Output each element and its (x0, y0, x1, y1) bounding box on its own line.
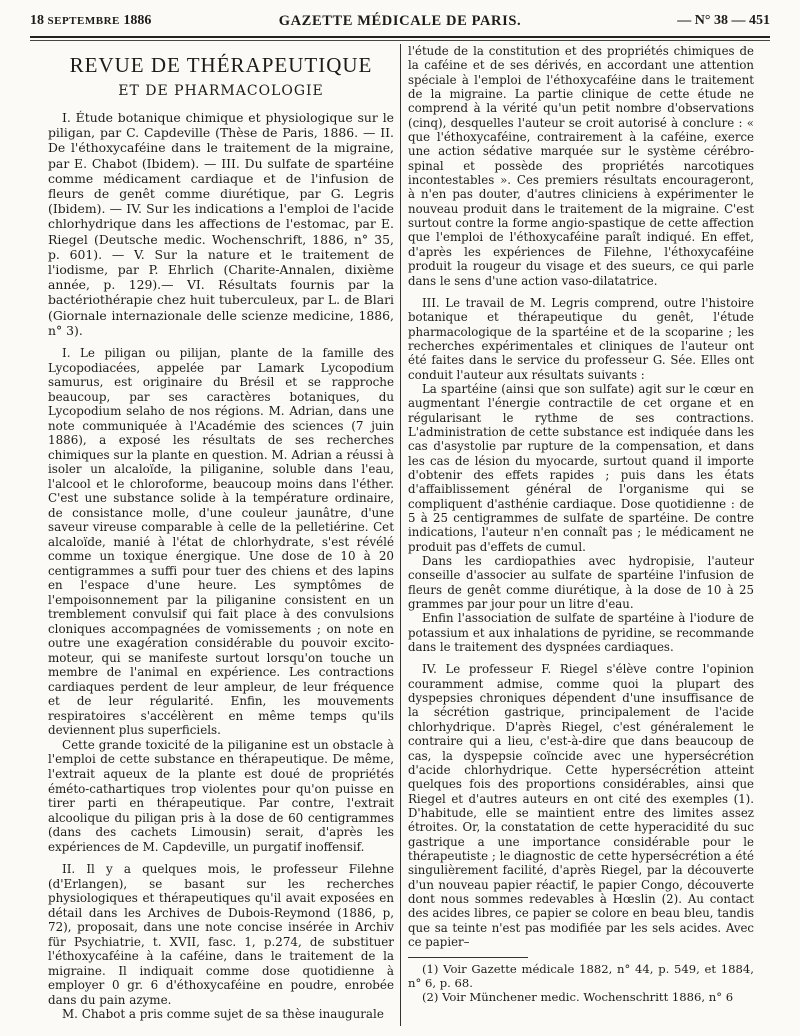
journal-title: GAZETTE MÉDICALE DE PARIS. (278, 13, 522, 29)
paragraph-ethoxycafeine: II. Il y a quelques mois, le professeur Filehne (d'Erlangen), se basant sur les recherches physiologiques et thérapeutiques qu'il avait exposées en détail dans les Archives de Dubois-Reymond (1886, p, 72), proposait, dans une note concise insérée in Archiv für Psychiatrie, t. XVII, fasc. 1, p.274, de substituer l'éthoxycaféine à la caféine, dans le traitement de la migraine. Il indiquait comme dose quotidienne à employer 0 gr. 6 d'éthoxycaféine en poudre, enrobée dans du pain azyme. (48, 862, 394, 1007)
paragraph-legris: III. Le travail de M. Legris comprend, outre l'histoire botanique et thérapeutique du genêt, l'étude pharmacologique de la spartéine et de la scoparine ; les recherches expérimentales et cliniques de l'auteur ont été faites dans le service du professeur G. Sée. Elles ont conduit l'auteur aux résultats suivants : (408, 295, 754, 382)
left-column (48, 44, 394, 1028)
footnote-rule (408, 957, 528, 958)
header-rule (30, 36, 770, 38)
issue-page-number: — N° 38 — 451 (677, 13, 770, 28)
paragraph-piligan: I. Le piligan ou pilijan, plante de la famille des Lycopodiacées, appelée par Lamark Lycopodium samurus, est originaire du Brésil et se rapproche beaucoup, par ses caractères botaniques, du Lycopodium selaho de nos régions. M. Adrian, dans une note communiquée à l'Académie des sciences (7 juin 1886), a exposé les résultats de ses recherches chimiques sur la plante en question. M. Adrian a réussi à isoler un alcaloïde, la piliganine, soluble dans l'eau, l'alcool et le chloroforme, beaucoup moins dans l'éther. C'est une substance solide à la température ordinaire, de consistance molle, d'une couleur jaunâtre, d'une saveur vireuse comparable à celle de la pelletiérine. Cet alcaloïde, manié à l'état de chlorhydrate, s'est révélé comme un toxique énergique. Une dose de 10 à 20 centigrammes a suffi pour tuer des chiens et des lapins en l'espace d'une heure. Les symptômes de l'empoisonnement par la piliganine consistent en un tremblement convulsif qui fait place à des convulsions cloniques accompagnées de vomissements ; on note en outre une exagération considérable du pouvoir excito-moteur, qui se manifeste surtout lorsqu'on touche un membre de l'animal en expérience. Les contractions cardiaques perdent de leur ampleur, de leur fréquence et de leur régularité. Enfin, les mouvements respiratoires s'accélèrent en même temps qu'ils deviennent plus superficiels. (48, 346, 394, 738)
article-summary: I. Étude botanique chimique et physiologique sur le piligan, par C. Capdeville (Thèse de Paris, 1886. — II. De l'éthoxycaféine dans le traitement de la migraine, par E. Chabot (Ibidem). — III. Du sulfate de spartéine comme médicament cardiaque et de l'infusion de fleurs de genêt comme diurétique, par G. Legris (Ibidem). — IV. Sur les indications a l'emploi de l'acide chlorhydrique dans les affections de l'estomac, par E. Riegel (Deutsche medic. Wochenschrift, 1886, n° 35, p. 601). — V. Sur la nature et le traitement de l'iodisme, par P. Ehrlich (Charite-Annalen, dixième année, p. 129).— VI. Résultats fournis par la bactériothérapie chez huit tuberculeux, par L. de Blari (Giornale internazionale delle scienze medicine, 1886, n° 3). (48, 110, 394, 338)
header-rule-thin (30, 40, 770, 41)
footnote-2: (2) Voir Münchener medic. Wochenschritt 1886, n° 6 (422, 990, 734, 1005)
paragraph-chabot: M. Chabot a pris comme sujet de sa thèse inaugurale (62, 1007, 384, 1022)
page-header (30, 8, 770, 34)
column-divider (400, 44, 401, 1026)
footnote-1: (1) Voir Gazette médicale 1882, n° 44, p. 549, et 1884, n° 6, p. 68. (408, 962, 754, 991)
section-subtitle: ET DE PHARMACOLOGIE (118, 83, 324, 99)
section-title: REVUE DE THÉRAPEUTIQUE (69, 53, 373, 77)
date-day: 18 (30, 13, 44, 28)
paragraph-iodure: Enfin l'association de sulfate de spartéine à l'iodure de potassium et aux inhalations de pyridine, se recommande dans le traitement des dyspnées cardiaques. (408, 611, 754, 655)
date-year: 1886 (123, 13, 152, 28)
right-column (408, 44, 754, 1028)
paragraph-riegel: IV. Le professeur F. Riegel s'élève contre l'opinion couramment admise, comme quoi la plupart des dyspepsies chroniques dépendent d'une insuffisance de la sécrétion gastrique, principalement de l'acide chlorhydrique. D'après Riegel, c'est généralement le contraire qui a lieu, c'est-à-dire que dans beaucoup de cas, la dyspepsie coïncide avec une hypersécrétion d'acide chlorhydrique. Cette hypersécrétion atteint quelques fois des proportions considérables, ainsi que Riegel et d'autres auteurs en ont cité des exemples (1). D'habitude, elle se maintient entre des limites assez étroites. Or, la constatation de cette hyperacidité du suc gastrique a une importance considérable pour le thérapeutiste ; le diagnostic de cette hypersécrétion a été singulièrement facilité, d'après Riegel, par la découverte d'un nouveau papier réactif, le papier Congo, découverte dont nous sommes redevables à Hœslin (2). Au contact des acides libres, ce papier se colore en beau bleu, tandis que sa teinte n'est pas modifiée par les sels acides. Avec ce papier– (408, 662, 754, 949)
paragraph-sparteine: La spartéine (ainsi que son sulfate) agit sur le cœur en augmentant l'énergie contractile de cet organe et en régularisant le rythme de ses contractions. L'administration de cette substance est indiquée dans les cas d'asystolie par rupture de la compensation, et dans les cas de lésion du myocarde, surtout quand il importe d'obtenir des effets rapides ; puis dans les états d'affaiblissement général de l'organisme qui se compliquent d'asthénie cardiaque. Dose quotidienne : de 5 à 25 centigrammes de sulfate de spartéine. De contre indications, l'auteur n'en connaît pas ; le médicament ne produit pas d'effets de cumul. (408, 381, 754, 554)
date-month: SEPTEMBRE (47, 15, 120, 27)
paragraph-cardiopathies: Dans les cardiopathies avec hydropisie, l'auteur conseille d'associer au sulfate de spartéine l'infusion de fleurs de genêt comme diurétique, à la dose de 10 à 25 grammes par jour pour un litre d'eau. (408, 554, 754, 612)
paragraph-piliganine-toxicity: Cette grande toxicité de la piliganine est un obstacle à l'emploi de cette substance en thérapeutique. De même, l'extrait aqueux de la plante est doué de propriétés éméto-cathartiques trop violentes pour qu'on puisse en tirer parti en thérapeutique. Par contre, l'extrait alcoolique du piligan pris à la dose de 60 centigrammes (dans des cachets Limousin) serait, d'après les expériences de M. Capdeville, un purgatif inoffensif. (48, 737, 394, 854)
paragraph-chabot-continued: l'étude de la constitution et des propriétés chimiques de la caféine et de ses dérivés, en accordant une attention spéciale à l'emploi de l'éthoxycaféine dans le traitement de la migraine. La partie clinique de cette étude ne comprend à la vérité qu'un petit nombre d'observations (cinq), desquelles l'auteur se croit autorisé à conclure : « que l'éthoxycaféine, contrairement à la caféine, exerce une action sédative marquée sur le système cérébro-spinal et possède des propriétés narcotiques incontestables ». Ces premiers résultats encourageront, à n'en pas douter, d'autres cliniciens à expérimenter le nouveau produit dans le traitement de la migraine. C'est surtout contre la forme angio-spastique de cette affection que l'emploi de l'éthoxycaféine paraît indiqué. En effet, d'après les expériences de Filehne, l'éthoxycaféine produit la rougeur du visage et des sueurs, ce qui parle dans le sens d'une action vaso-dilatatrice. (408, 44, 754, 288)
